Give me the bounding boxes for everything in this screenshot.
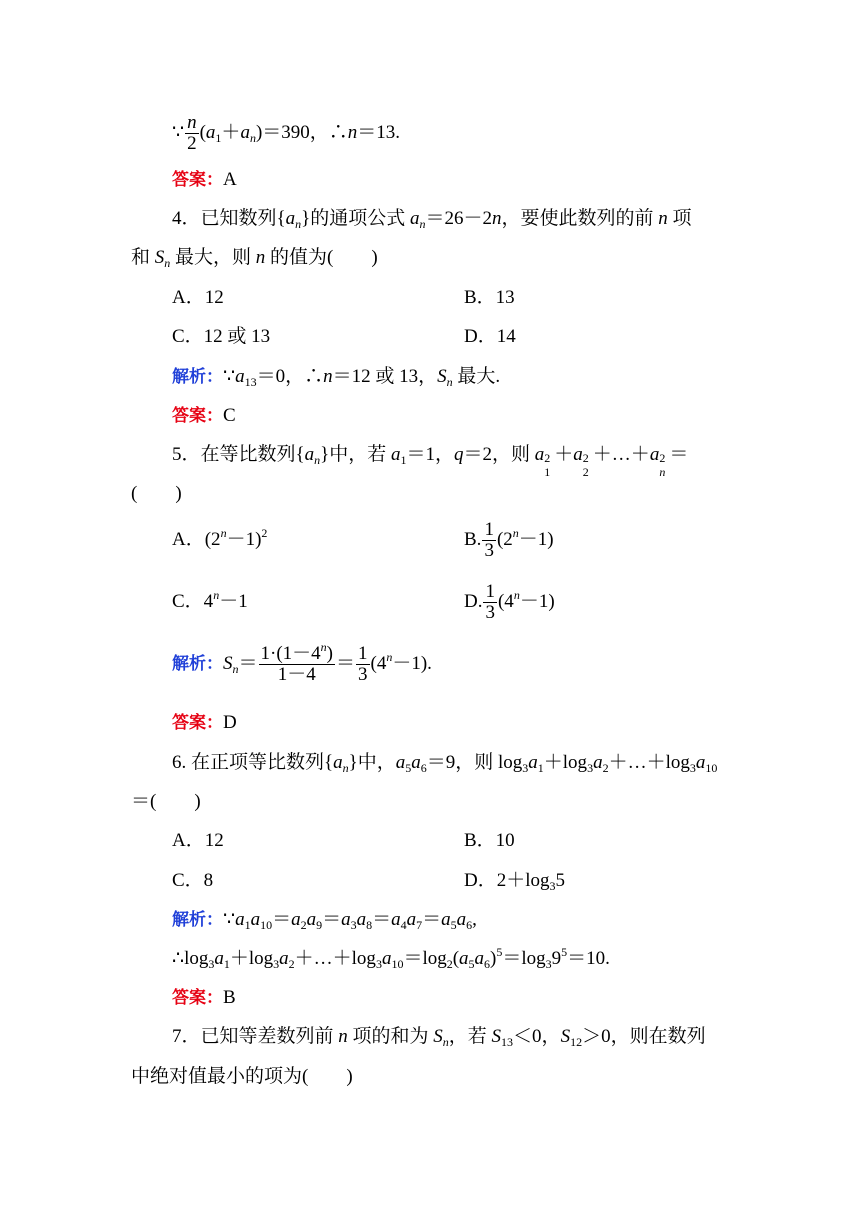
q6-option-b: B．10 xyxy=(464,830,515,851)
q7-stem-line1: 7．已知等差数列前 n 项的和为 $S_n$，若 $S_{13}<0$，$S_{12}>0$，则在数列 xyxy=(172,1026,706,1049)
q6-stem-line2: ＝( ) xyxy=(131,791,201,812)
q6-option-a: A．12 xyxy=(172,830,224,851)
q5-answer: 答案：D xyxy=(172,712,237,733)
q4-option-c: C．12 或 13 xyxy=(172,326,271,347)
fraction: $\frac{1\cdot(1-4^n)}{1-4}$ xyxy=(260,640,333,685)
q5-option-b: B. $\frac{1}{3}$ $(2^n-1)$ xyxy=(464,519,554,561)
q6-option-d: D．$2+\log_35$ xyxy=(464,870,566,893)
q4-option-a: A．12 xyxy=(172,287,224,308)
q6-option-c: C．8 xyxy=(172,870,214,891)
q4-option-b: B．13 xyxy=(464,287,515,308)
q6-stem-line1: 6. 在正项等比数列$\{a_n\}$中，$a_5a_6=9$，则 $\log_3a_1+\log_3a_2+\dots+\log_3a_{10}$ xyxy=(172,752,718,775)
q4-option-d: D．14 xyxy=(464,326,516,347)
q5-option-d: D. $\frac{1}{3}$ $(4^n-1)$ xyxy=(464,581,555,623)
q3-answer: 答案：A xyxy=(172,169,237,190)
q5-stem-line2: ( ) xyxy=(131,483,182,504)
q5-solution: 解析：$S_n=$ $\frac{1\cdot(1-4^n)}{1-4}$ ＝ $\frac{1}{3}$ $(4^n-1)$. xyxy=(172,640,432,685)
q5-option-c: C．$4^n-1$ xyxy=(172,588,248,612)
fraction: $\frac{n}{2}$ xyxy=(187,112,197,154)
fraction: $\frac{1}{3}$ xyxy=(358,643,368,685)
q6-solution-line2: $\therefore\log_3a_1+\log_3a_2+\dots+\log_3a_{10}=\log_2(a_5a_6)^5=\log_39^5=10$. xyxy=(172,945,610,971)
q4-stem-line2: 和 $S_n$ 最大，则 n 的值为( ) xyxy=(131,247,378,270)
q6-solution-line1: 解析：$\because a_1a_{10}=a_2a_9=a_3a_8=a_4a_7=a_5a_6$, xyxy=(172,909,477,932)
fraction: $\frac{1}{3}$ xyxy=(485,581,495,623)
q3-solution-end: ∵ $\frac{n}{2}$ $(a_1+a_n)=390$，∴n＝13. xyxy=(172,112,401,154)
q4-answer: 答案：C xyxy=(172,405,236,426)
fraction: $\frac{1}{3}$ xyxy=(484,519,494,561)
q4-stem-line1: 4．已知数列$\{a_n\}$的通项公式 $a_n=26-2n$，要使此数列的前 n 项 xyxy=(172,208,692,231)
q5-option-a: A．$(2^n-1)^2$ xyxy=(172,526,268,550)
q5-stem-line1: 5．在等比数列$\{a_n\}$中，若 $a_1=1$，q＝2，则 a 2 1 ＋a 2 2 ＋…＋a 2 n ＝ xyxy=(172,444,689,479)
q4-solution: 解析：$\because a_{13}=0$，∴n＝12 或 13，$S_n$ 最大. xyxy=(172,366,501,389)
q6-answer: 答案：B xyxy=(172,987,236,1008)
q7-stem-line2: 中绝对值最小的项为( ) xyxy=(131,1066,353,1087)
